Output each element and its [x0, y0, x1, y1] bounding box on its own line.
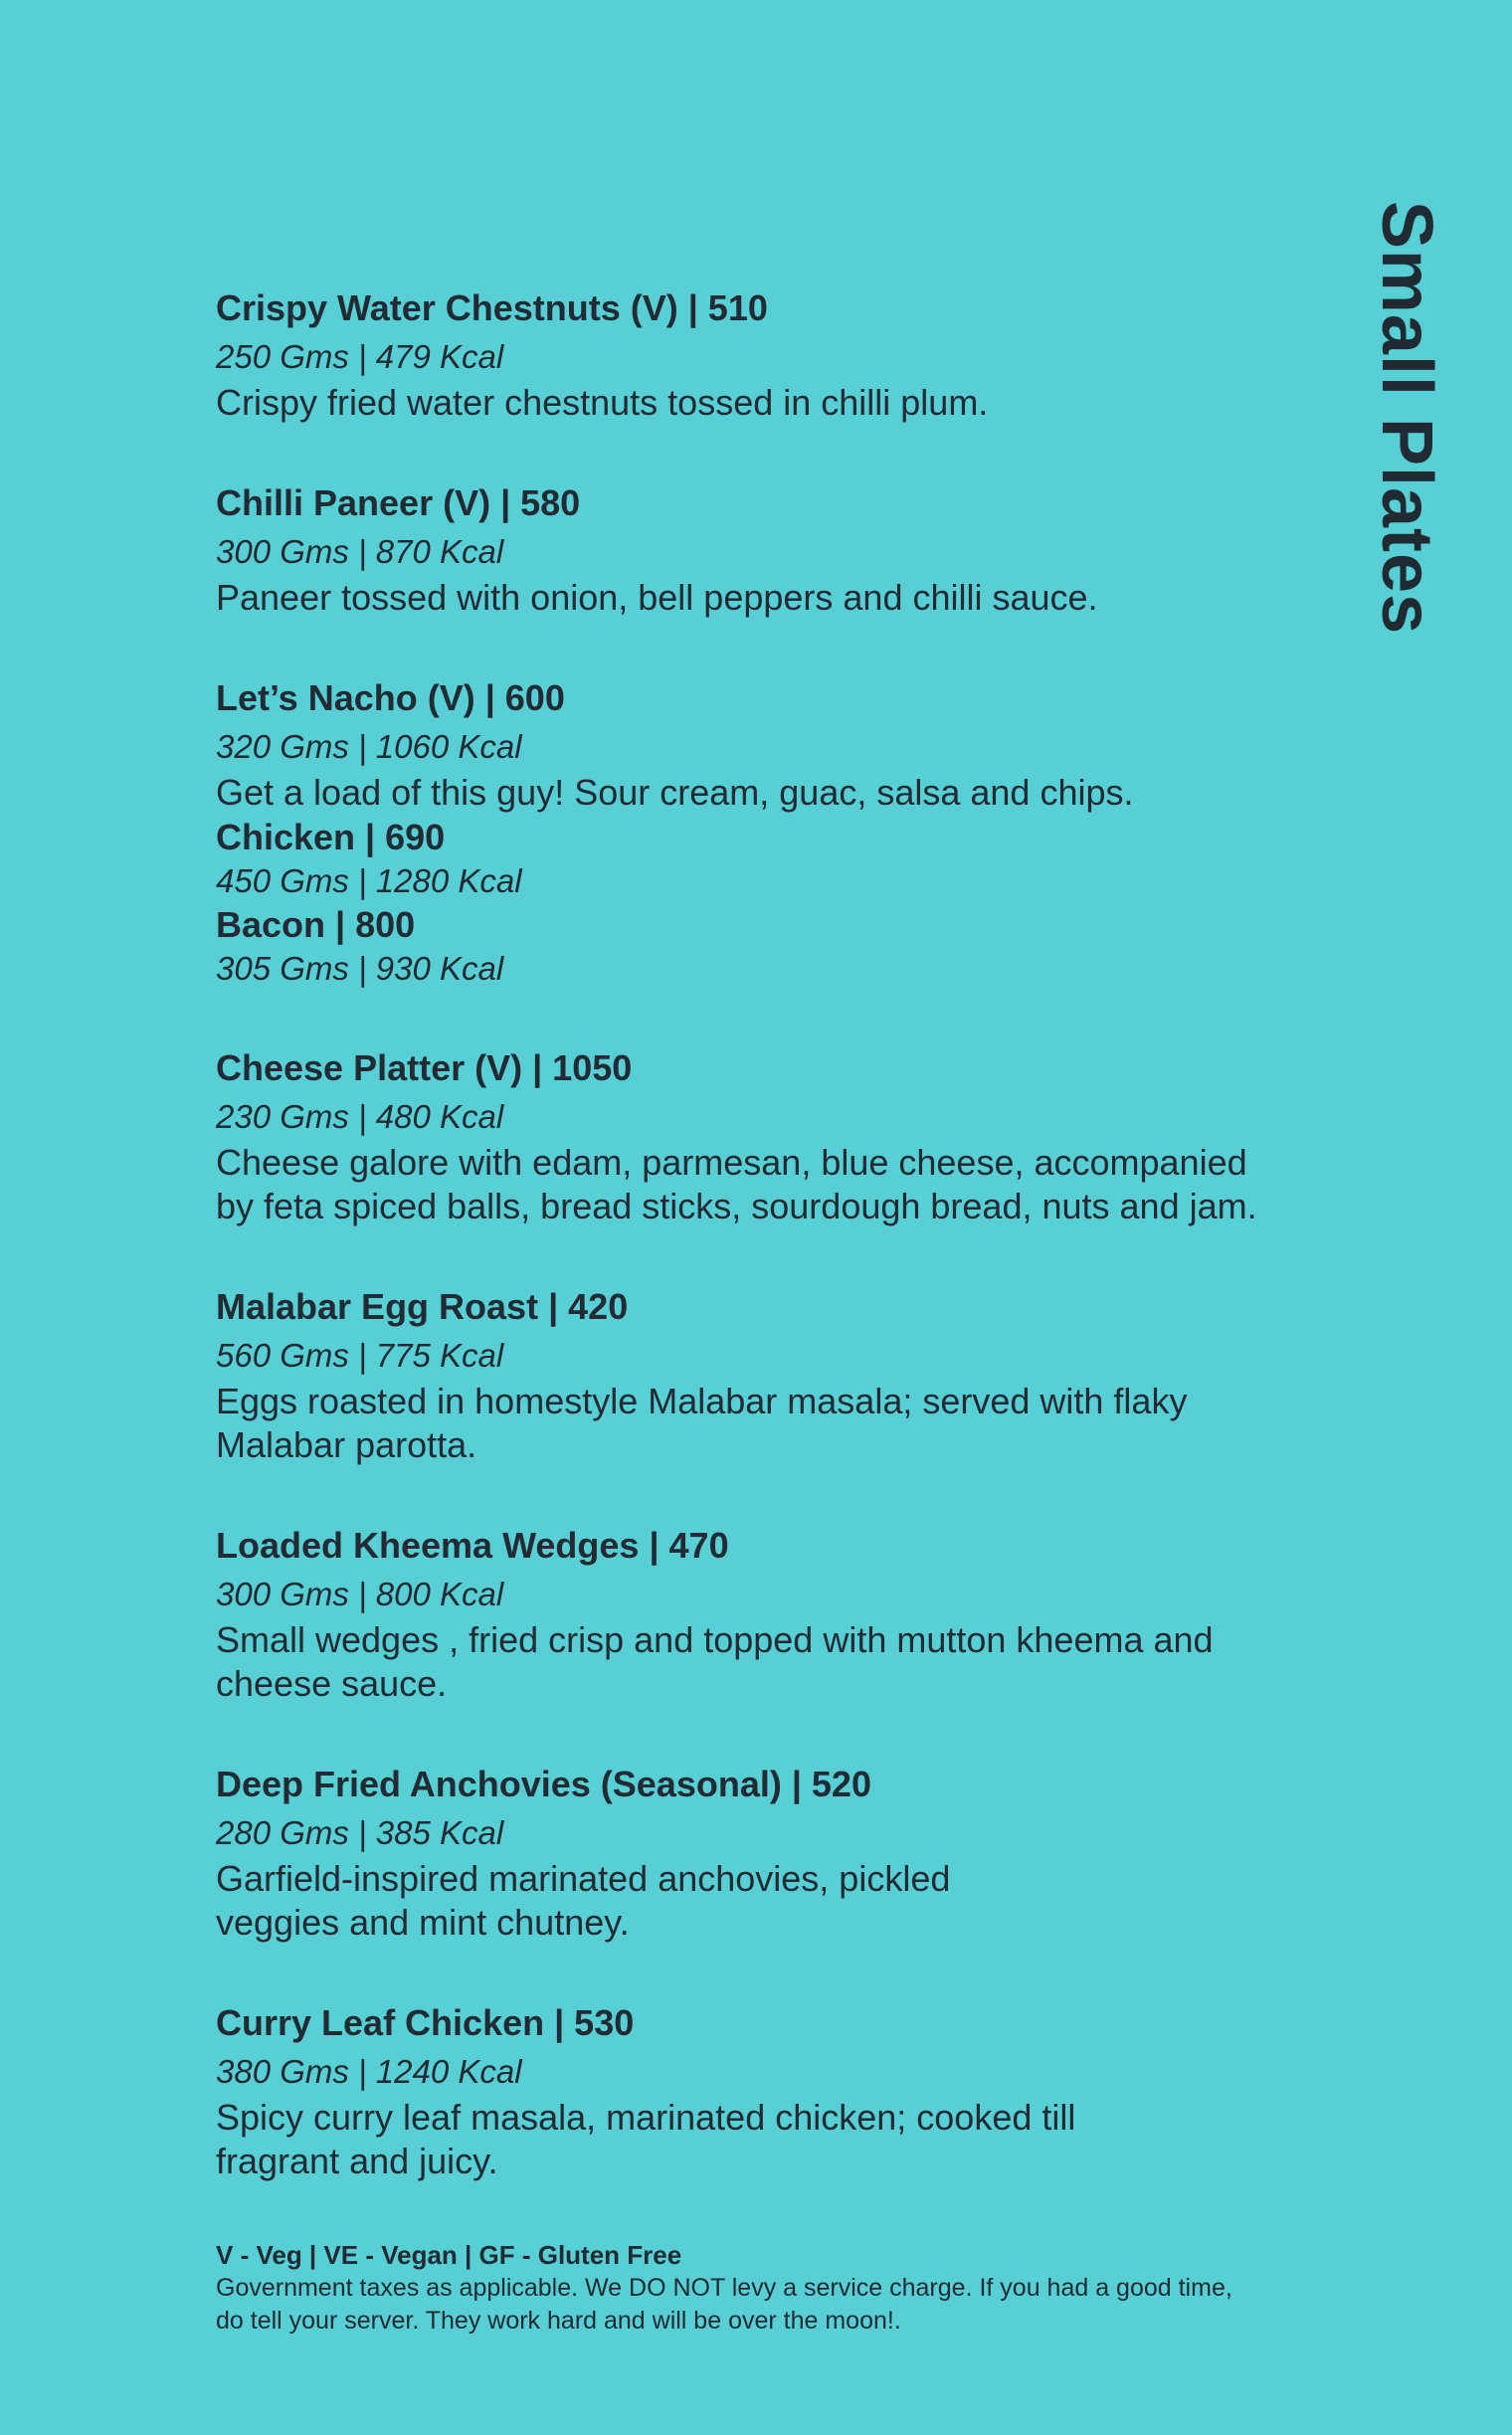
menu-list	[216, 283, 1360, 2237]
item-variant	[216, 902, 1360, 990]
item-description-line: cheese sauce.	[216, 1663, 448, 1704]
item-description-line: Small wedges , fried crisp and topped with mutton kheema and	[216, 1619, 1214, 1660]
item-description: Paneer tossed with onion, bell peppers and chilli sauce.	[216, 577, 1098, 618]
menu-item	[216, 1998, 1360, 2183]
item-description-line: Garfield-inspired marinated anchovies, pickled	[216, 1858, 951, 1899]
item-description-line: by feta spiced balls, bread sticks, sourdough bread, nuts and jam.	[216, 1186, 1257, 1226]
item-description-line: Eggs roasted in homestyle Malabar masala; served with flaky	[216, 1381, 1188, 1421]
footer-note-line: do tell your server. They work hard and will be over the moon!.	[216, 2307, 901, 2335]
item-meta: 280 Gms | 385 Kcal	[216, 1814, 504, 1851]
menu-item	[216, 1521, 1360, 1706]
item-description: Crispy fried water chestnuts tossed in chilli plum.	[216, 382, 989, 423]
item-description-line: Malabar parotta.	[216, 1424, 477, 1465]
menu-item	[216, 283, 1360, 425]
variant-meta: 305 Gms | 930 Kcal	[216, 950, 504, 987]
variant-name: Chicken | 690	[216, 817, 446, 857]
item-variant	[216, 815, 1360, 902]
section-title: Small Plates	[1367, 200, 1446, 636]
item-description-line: Cheese galore with edam, parmesan, blue cheese, accompanied	[216, 1142, 1247, 1183]
item-name: Chilli Paneer (V) | 580	[216, 482, 581, 523]
item-meta: 300 Gms | 800 Kcal	[216, 1576, 504, 1612]
item-name: Deep Fried Anchovies (Seasonal) | 520	[216, 1764, 871, 1804]
menu-item	[216, 478, 1360, 620]
item-description: Get a load of this guy! Sour cream, guac, salsa and chips.	[216, 772, 1134, 813]
item-name: Curry Leaf Chicken | 530	[216, 2002, 635, 2043]
item-meta: 250 Gms | 479 Kcal	[216, 338, 504, 375]
item-name: Let’s Nacho (V) | 600	[216, 677, 565, 718]
item-meta: 320 Gms | 1060 Kcal	[216, 728, 522, 765]
menu-item	[216, 1282, 1360, 1467]
menu-item	[216, 673, 1360, 990]
item-meta: 380 Gms | 1240 Kcal	[216, 2053, 522, 2090]
item-meta: 560 Gms | 775 Kcal	[216, 1337, 504, 1374]
menu-item	[216, 1043, 1360, 1228]
item-description-line: fragrant and juicy.	[216, 2141, 498, 2181]
item-description-line: veggies and mint chutney.	[216, 1902, 630, 1943]
item-meta: 230 Gms | 480 Kcal	[216, 1098, 504, 1135]
item-name: Cheese Platter (V) | 1050	[216, 1047, 633, 1088]
item-description-line: Spicy curry leaf masala, marinated chicken; cooked till	[216, 2097, 1076, 2138]
item-name: Loaded Kheema Wedges | 470	[216, 1525, 729, 1566]
item-meta: 300 Gms | 870 Kcal	[216, 533, 504, 570]
item-name: Malabar Egg Roast | 420	[216, 1286, 629, 1327]
dietary-legend: V - Veg | VE - Vegan | GF - Gluten Free	[216, 2240, 682, 2270]
variant-meta: 450 Gms | 1280 Kcal	[216, 862, 522, 899]
footer-note-line: Government taxes as applicable. We DO NOT levy a service charge. If you had a good time,	[216, 2274, 1232, 2302]
footer	[216, 2238, 1410, 2338]
variant-name: Bacon | 800	[216, 904, 416, 945]
item-name: Crispy Water Chestnuts (V) | 510	[216, 287, 768, 328]
menu-item	[216, 1760, 1360, 1945]
